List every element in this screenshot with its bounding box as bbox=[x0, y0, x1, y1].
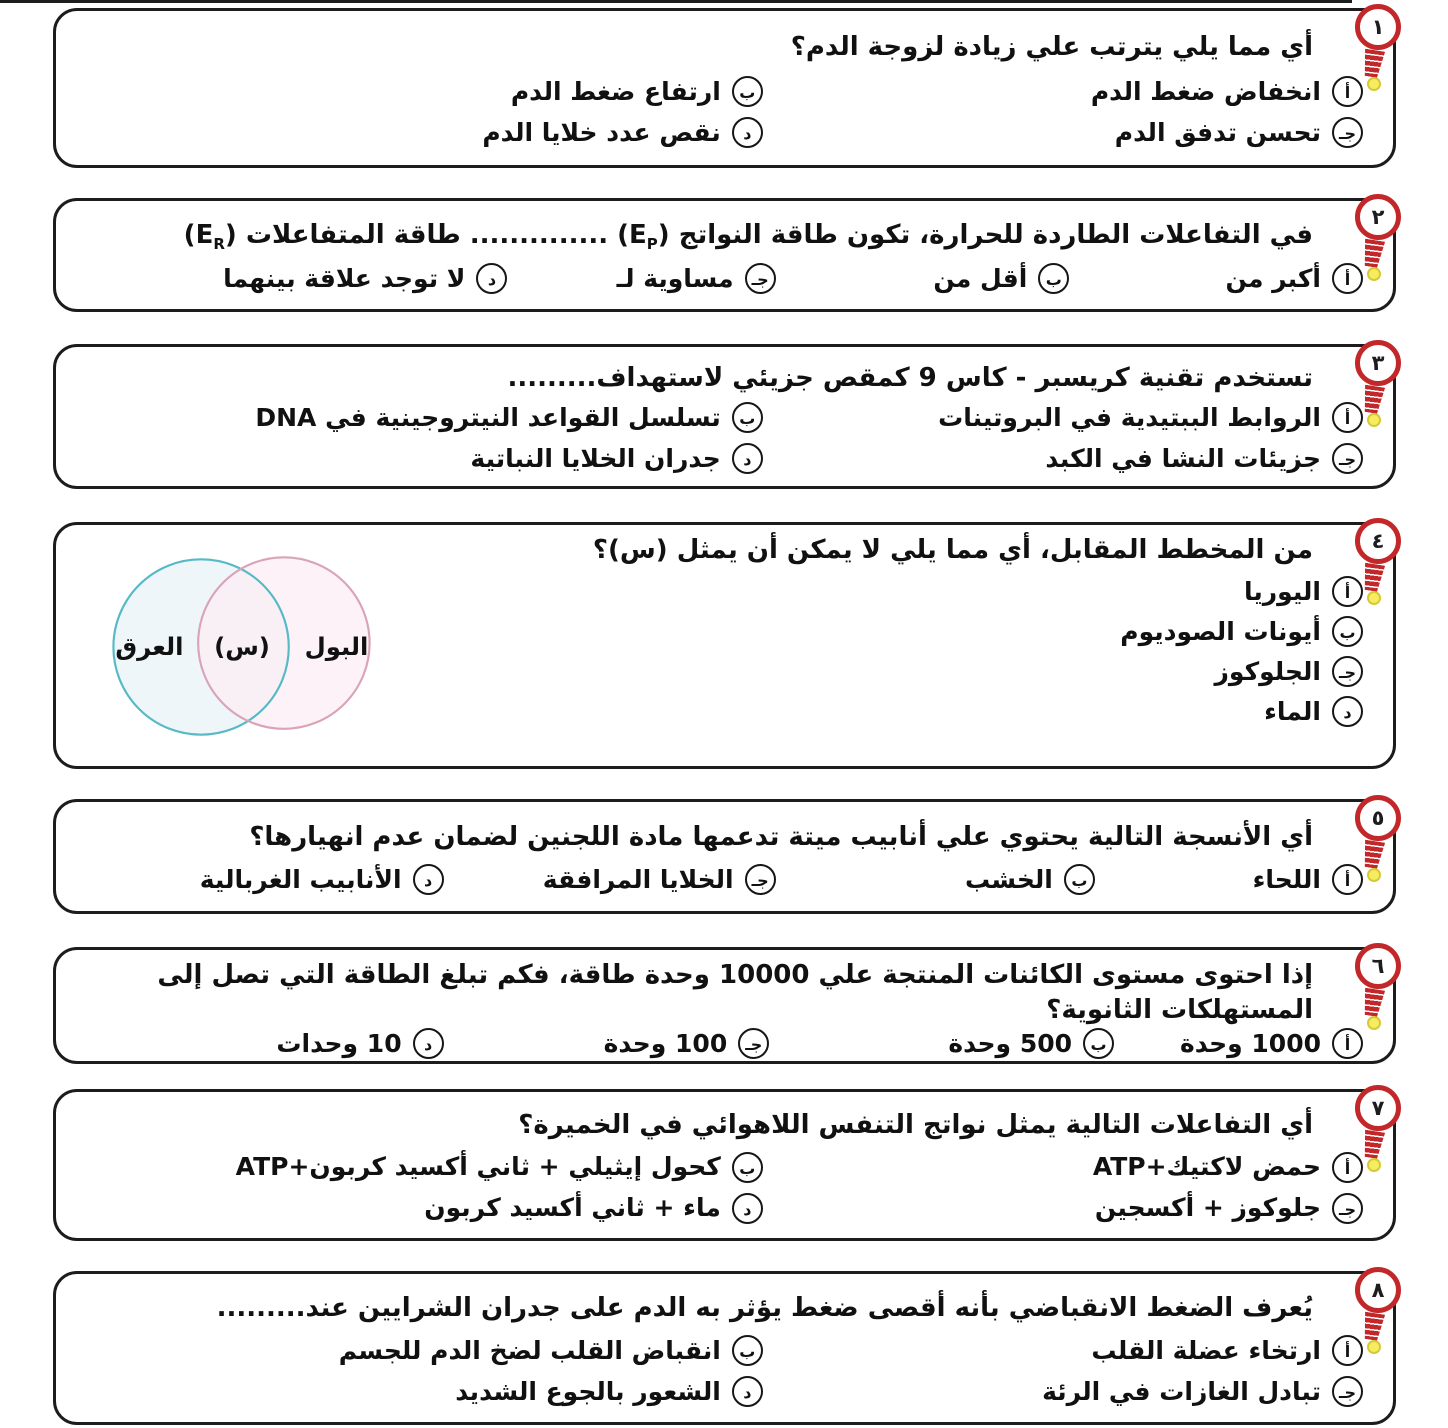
option-text: انخفاض ضغط الدم bbox=[1090, 76, 1321, 106]
option-letter-circle: د bbox=[1332, 696, 1363, 727]
question-5-option-b[interactable] bbox=[776, 864, 1095, 895]
question-2-box bbox=[53, 198, 1396, 312]
question-4-option-b[interactable] bbox=[406, 616, 1363, 647]
question-3-option-d[interactable] bbox=[86, 443, 763, 474]
option-letter-circle: ب bbox=[1332, 616, 1363, 647]
question-3-option-c[interactable] bbox=[763, 443, 1363, 474]
option-text: أيونات الصوديوم bbox=[1120, 616, 1321, 646]
option-text: حمض لاكتيك+ATP bbox=[1092, 1152, 1321, 1182]
question-7-title: أي التفاعلات التالية يمثل نواتج التنفس اللاهوائي في الخميرة؟ bbox=[518, 1110, 1313, 1141]
question-4-options bbox=[402, 576, 1367, 727]
question-number: ٦ bbox=[1371, 954, 1385, 978]
question-5-option-d[interactable] bbox=[86, 864, 444, 895]
question-2-title bbox=[82, 216, 1367, 254]
bulb-tip bbox=[1367, 1016, 1381, 1030]
option-text: الماء bbox=[1264, 696, 1321, 726]
question-3-options bbox=[82, 402, 1367, 474]
question-6-options bbox=[82, 1028, 1367, 1059]
question-6-option-d[interactable] bbox=[86, 1028, 444, 1059]
option-text: 10 وحدات bbox=[276, 1028, 402, 1058]
option-letter-circle: جـ bbox=[1332, 1376, 1363, 1407]
question-7-options bbox=[82, 1152, 1367, 1224]
question-8-title: يُعرف الضغط الانقباضي بأنه أقصى ضغط يؤثر به الدم على جدران الشرايين عند......... bbox=[216, 1292, 1313, 1323]
subscript-p: P bbox=[646, 234, 658, 253]
option-text: انقباض القلب لضخ الدم للجسم bbox=[338, 1335, 721, 1365]
question-8-option-d[interactable] bbox=[86, 1376, 763, 1407]
bulb-tip bbox=[1367, 868, 1381, 882]
question-4-content bbox=[82, 531, 1367, 760]
option-text: أقل من bbox=[933, 263, 1028, 293]
title-part: في التفاعلات الطاردة للحرارة، تكون طاقة النواتج (E bbox=[629, 219, 1313, 250]
question-7-option-d[interactable] bbox=[86, 1193, 763, 1224]
question-2-option-c[interactable] bbox=[507, 263, 775, 294]
question-number: ٧ bbox=[1371, 1096, 1385, 1120]
question-2-options bbox=[82, 263, 1367, 294]
question-2-option-b[interactable] bbox=[776, 263, 1070, 294]
question-1-option-d[interactable] bbox=[86, 117, 763, 148]
option-letter-circle: ب bbox=[1083, 1028, 1114, 1059]
venn-label-x: (س) bbox=[214, 631, 270, 661]
question-1-option-b[interactable] bbox=[86, 76, 763, 107]
question-1-box bbox=[53, 8, 1396, 168]
question-number: ٥ bbox=[1371, 806, 1385, 830]
venn-label-sweat: العرق bbox=[115, 631, 184, 661]
option-letter-circle: ب bbox=[732, 402, 763, 433]
option-letter-circle: أ bbox=[1332, 1152, 1363, 1183]
option-text: الشعور بالجوع الشديد bbox=[455, 1376, 721, 1406]
question-5-title: أي الأنسجة التالية يحتوي علي أنابيب ميتة تدعمها مادة اللجنين لضمان عدم انهيارها؟ bbox=[249, 821, 1313, 852]
bulb-tip bbox=[1367, 1158, 1381, 1172]
question-4-title: من المخطط المقابل، أي مما يلي لا يمكن أن يمثل (س)؟ bbox=[592, 535, 1313, 565]
question-8-option-a[interactable] bbox=[763, 1335, 1363, 1366]
option-text: جدران الخلايا النباتية bbox=[470, 443, 721, 473]
question-3-option-b[interactable] bbox=[86, 402, 763, 433]
question-5-option-a[interactable] bbox=[1095, 864, 1363, 895]
question-1-title: أي مما يلي يترتب علي زيادة لزوجة الدم؟ bbox=[790, 31, 1313, 62]
question-4-option-d[interactable] bbox=[406, 696, 1363, 727]
question-3-option-a[interactable] bbox=[763, 402, 1363, 433]
question-1-options bbox=[82, 76, 1367, 148]
question-6-option-a[interactable] bbox=[1114, 1028, 1363, 1059]
option-letter-circle: د bbox=[732, 1193, 763, 1224]
question-7-option-a[interactable] bbox=[763, 1152, 1363, 1183]
option-text: كحول إيثيلي + ثاني أكسيد كربون+ATP bbox=[235, 1152, 721, 1182]
option-letter-circle: أ bbox=[1332, 402, 1363, 433]
option-letter-circle: ب bbox=[1064, 864, 1095, 895]
option-text: نقص عدد خلايا الدم bbox=[482, 117, 721, 147]
option-text: 1000 وحدة bbox=[1179, 1028, 1321, 1058]
option-letter-circle: د bbox=[732, 117, 763, 148]
question-2-option-d[interactable] bbox=[86, 263, 507, 294]
option-text: الروابط الببتيدية في البروتينات bbox=[938, 402, 1321, 432]
option-text: اليوريا bbox=[1243, 576, 1321, 606]
option-text: الخشب bbox=[964, 864, 1053, 894]
question-5-box bbox=[53, 799, 1396, 914]
question-6-option-b[interactable] bbox=[769, 1028, 1114, 1059]
question-7-box bbox=[53, 1089, 1396, 1241]
option-letter-circle: د bbox=[732, 443, 763, 474]
question-1-option-a[interactable] bbox=[763, 76, 1363, 107]
option-letter-circle: جـ bbox=[738, 1028, 769, 1059]
option-letter-circle: د bbox=[413, 864, 444, 895]
question-8-box bbox=[53, 1271, 1396, 1425]
option-letter-circle: جـ bbox=[1332, 656, 1363, 687]
question-3-box bbox=[53, 344, 1396, 489]
option-letter-circle: ب bbox=[732, 76, 763, 107]
question-4-option-a[interactable] bbox=[406, 576, 1363, 607]
option-letter-circle: د bbox=[476, 263, 507, 294]
option-text: تبادل الغازات في الرئة bbox=[1042, 1376, 1321, 1406]
bulb-tip bbox=[1367, 1340, 1381, 1354]
option-text: لا توجد علاقة بينهما bbox=[223, 263, 466, 293]
title-part: ) bbox=[183, 219, 196, 250]
option-letter-circle: أ bbox=[1332, 1335, 1363, 1366]
option-letter-circle: جـ bbox=[745, 263, 776, 294]
subscript-r: R bbox=[213, 234, 225, 253]
option-text: أكبر من bbox=[1225, 263, 1321, 293]
option-text: تحسن تدفق الدم bbox=[1114, 117, 1321, 147]
question-8-options bbox=[82, 1335, 1367, 1407]
option-letter-circle: أ bbox=[1332, 576, 1363, 607]
bulb-tip bbox=[1367, 77, 1381, 91]
option-text: الجلوكوز bbox=[1214, 656, 1321, 686]
title-part: ) .............. طاقة المتفاعلات (E bbox=[195, 219, 630, 250]
option-letter-circle: د bbox=[732, 1376, 763, 1407]
question-8-option-b[interactable] bbox=[86, 1335, 763, 1366]
option-letter-circle: أ bbox=[1332, 263, 1363, 294]
question-6-option-c[interactable] bbox=[444, 1028, 770, 1059]
venn-label-urine: البول bbox=[304, 631, 369, 661]
question-6-title: إذا احتوى مستوى الكائنات المنتجة علي 10000 وحدة طاقة، فكم تبلغ الطاقة التي تصل إلى المستهلكات الثانوية؟ bbox=[157, 960, 1313, 1026]
question-number: ٤ bbox=[1371, 529, 1385, 553]
option-letter-circle: د bbox=[413, 1028, 444, 1059]
option-letter-circle: أ bbox=[1332, 864, 1363, 895]
question-3-title: تستخدم تقنية كريسبر - كاس 9 كمقص جزيئي لاستهداف......... bbox=[507, 362, 1313, 393]
option-letter-circle: ب bbox=[732, 1335, 763, 1366]
question-number: ٣ bbox=[1371, 351, 1385, 375]
option-letter-circle: جـ bbox=[1332, 1193, 1363, 1224]
option-text: الأنابيب الغربالية bbox=[199, 864, 402, 894]
option-letter-circle: جـ bbox=[745, 864, 776, 895]
venn-diagram bbox=[82, 531, 402, 760]
venn-diagram-svg bbox=[91, 532, 393, 760]
option-text: ارتخاء عضلة القلب bbox=[1091, 1335, 1321, 1365]
question-number: ١ bbox=[1371, 15, 1385, 39]
question-5-option-c[interactable] bbox=[444, 864, 776, 895]
option-text: 100 وحدة bbox=[603, 1028, 728, 1058]
option-letter-circle: جـ bbox=[1332, 443, 1363, 474]
question-number: ٨ bbox=[1371, 1278, 1385, 1302]
question-7-option-c[interactable] bbox=[763, 1193, 1363, 1224]
question-5-options bbox=[82, 864, 1367, 895]
option-text: جلوكوز + أكسجين bbox=[1094, 1193, 1321, 1223]
question-4-text-column bbox=[402, 531, 1367, 760]
question-4-box bbox=[53, 522, 1396, 769]
option-text: اللحاء bbox=[1252, 864, 1321, 894]
question-2-option-a[interactable] bbox=[1069, 263, 1363, 294]
option-text: ارتفاع ضغط الدم bbox=[510, 76, 721, 106]
option-letter-circle: أ bbox=[1332, 1028, 1363, 1059]
bulb-tip bbox=[1367, 413, 1381, 427]
question-number: ٢ bbox=[1371, 205, 1385, 229]
question-6-box bbox=[53, 947, 1396, 1064]
option-text: ماء + ثاني أكسيد كربون bbox=[424, 1193, 721, 1223]
cropped-previous-box-edge bbox=[0, 0, 1352, 3]
question-8-option-c[interactable] bbox=[763, 1376, 1363, 1407]
bulb-tip bbox=[1367, 591, 1381, 605]
question-1-option-c[interactable] bbox=[763, 117, 1363, 148]
question-4-option-c[interactable] bbox=[406, 656, 1363, 687]
bulb-tip bbox=[1367, 267, 1381, 281]
question-7-option-b[interactable] bbox=[86, 1152, 763, 1183]
option-text: الخلايا المرافقة bbox=[542, 864, 734, 894]
option-letter-circle: جـ bbox=[1332, 117, 1363, 148]
option-letter-circle: ب bbox=[732, 1152, 763, 1183]
option-letter-circle: ب bbox=[1038, 263, 1069, 294]
option-text: مساوية لـ bbox=[616, 263, 734, 293]
option-text: 500 وحدة bbox=[948, 1028, 1072, 1058]
option-text: تسلسل القواعد النيتروجينية في DNA bbox=[255, 402, 721, 432]
option-text: جزيئات النشا في الكبد bbox=[1045, 443, 1321, 473]
option-letter-circle: أ bbox=[1332, 76, 1363, 107]
